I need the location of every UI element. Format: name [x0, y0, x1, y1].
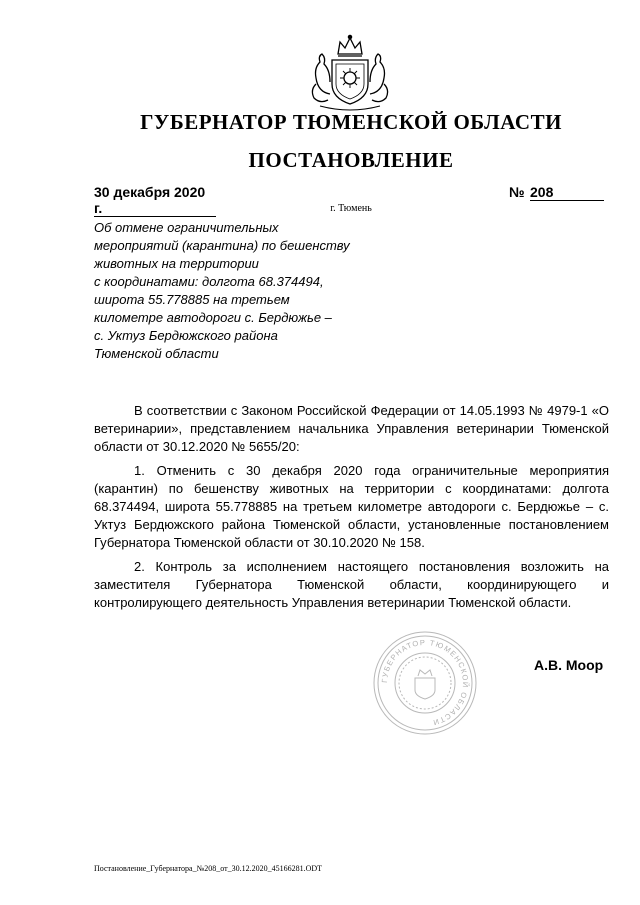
svg-text:ГУБЕРНАТОР ТЮМЕНСКОЙ ОБЛАСТИ [380, 638, 470, 727]
subject-line: животных на территории [94, 256, 259, 271]
document-number: 208 [530, 184, 604, 201]
number-sign: № [509, 184, 525, 200]
subject-line: мероприятий (карантина) по бешенству [94, 238, 350, 253]
document-date: 30 декабря 2020 г. [94, 184, 216, 217]
signatory-name: А.В. Моор [534, 657, 604, 673]
document-subject [94, 219, 394, 363]
subject-line: Об отмене ограничительных [94, 220, 279, 235]
body-paragraph-preamble: В соответствии с Законом Российской Федерации от 14.05.1993 № 4979-1 «О ветеринарии», представлением начальника Управления ветеринарии Тюменской области от 30.12.2020 № 5655/20: [94, 403, 609, 454]
subject-line: широта 55.778885 на третьем [94, 292, 290, 307]
footer-filename: Постановление_Губернатора_№208_от_30.12.2020_45166281.ODT [94, 864, 323, 873]
body-paragraph-item-2: 2. Контроль за исполнением настоящего постановления возложить на заместителя Губернатора Тюменской области, координирующего и контролирующего деятельность Управления ветеринарии Тюменской области. [94, 559, 609, 610]
subject-line: километре автодороги с. Бердюжье – [94, 310, 332, 325]
issue-city: г. Тюмень [330, 203, 372, 214]
document-type-title: ПОСТАНОВЛЕНИЕ [248, 148, 454, 172]
official-seal-icon [372, 630, 478, 736]
body-paragraph-item-1: 1. Отменить с 30 декабря 2020 года ограничительные мероприятия (карантин) по бешенству животных на территории с координатами: долгота 68.374494, широта 55.778885 на третьем километре автодороги с. Бердюжье – с. Уктуз Бердюжского района Тюменской области, установленные постановлением Губернатора Тюменской области от 30.10.2020 № 158. [94, 463, 609, 550]
seal-text: ГУБЕРНАТОР ТЮМЕНСКОЙ ОБЛАСТИ [379, 637, 471, 728]
subject-line: с. Уктуз Бердюжского района [94, 328, 278, 343]
organization-title: ГУБЕРНАТОР ТЮМЕНСКОЙ ОБЛАСТИ [140, 110, 562, 134]
subject-line: Тюменской области [94, 346, 219, 361]
document-body [94, 402, 609, 618]
subject-line: с координатами: долгота 68.374494, [94, 274, 324, 289]
tyumen-coat-of-arms-icon [302, 34, 398, 112]
